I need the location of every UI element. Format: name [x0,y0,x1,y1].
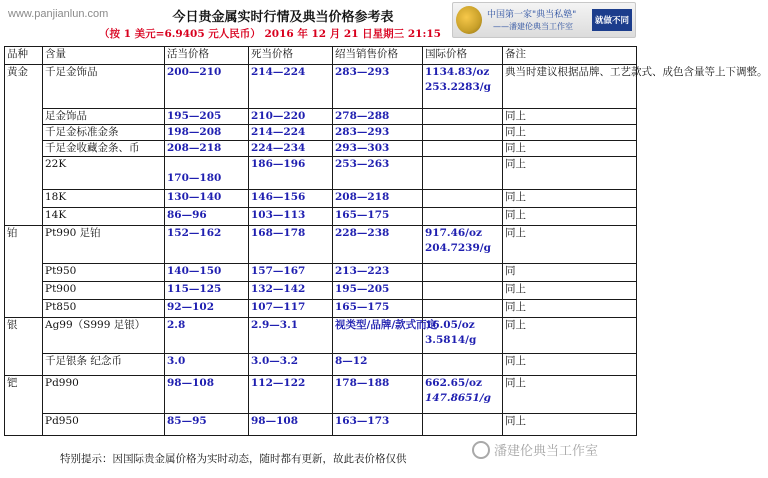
footer-note: 特别提示：因国际贵金属价格为实时动态，随时都有更新，故此表价格仅供 [60,453,407,465]
table-row [5,300,637,318]
intl-price-cell: 662.65/oz 147.8651/g [423,376,503,414]
site-url: www.panjianlun.com [8,8,109,20]
live-price-cell: 152—162 [165,226,249,264]
intl-price-cell [423,141,503,157]
content-cell: 14K [43,208,165,226]
content-cell: 千足金饰品 [43,65,165,109]
dead-price-cell: 107—117 [249,300,333,318]
sale-price-cell: 163—173 [333,414,423,436]
price-table [4,46,768,436]
content-cell: Pd990 [43,376,165,414]
header-note: 备注 [503,47,637,65]
sale-price-cell: 165—175 [333,208,423,226]
category-cell: 银 [5,318,43,376]
intl-price-cell [423,125,503,141]
table-row [5,109,637,125]
dead-price-cell: 224—234 [249,141,333,157]
table-row [5,282,637,300]
note-cell: 同上 [503,414,637,436]
content-cell: 22K [43,157,165,190]
table-row [5,125,637,141]
live-price-cell: 170—180 [165,157,249,190]
header-live-price: 活当价格 [165,47,249,65]
intl-price-cell [423,208,503,226]
sale-price-cell: 195—205 [333,282,423,300]
header-intl-price: 国际价格 [423,47,503,65]
table-row [5,208,637,226]
sale-price-cell: 293—303 [333,141,423,157]
dead-price-cell: 103—113 [249,208,333,226]
sale-price-cell: 165—175 [333,300,423,318]
note-cell: 同上 [503,318,637,354]
intl-price-cell [423,414,503,436]
dead-price-cell: 98—108 [249,414,333,436]
banner-line2: ——潘建伦典当工作室 [493,22,573,31]
note-cell: 同上 [503,300,637,318]
table-row [5,226,637,264]
live-price-cell: 92—102 [165,300,249,318]
live-price-cell: 198—208 [165,125,249,141]
content-cell: Pt850 [43,300,165,318]
content-cell: 18K [43,190,165,208]
live-price-cell: 195—205 [165,109,249,125]
dead-price-cell: 112—122 [249,376,333,414]
sale-price-cell: 8—12 [333,354,423,376]
note-cell: 同上 [503,141,637,157]
content-cell: 千足银条 纪念币 [43,354,165,376]
note-cell: 同上 [503,190,637,208]
dead-price-cell: 2.9—3.1 [249,318,333,354]
table-row [5,190,637,208]
note-cell: 同上 [503,282,637,300]
category-cell: 黄金 [5,65,43,226]
watermark-text: 潘建伦典当工作室 [494,444,599,459]
table-row [5,376,637,414]
sale-price-cell: 283—293 [333,65,423,109]
note-cell: 典当时建议根据品牌、工艺款式、成色含量等上下调整。 [503,65,637,109]
content-cell: 千足金收藏金条、币 [43,141,165,157]
content-cell: 千足金标准金条 [43,125,165,141]
intl-price-cell [423,282,503,300]
note-cell: 同上 [503,125,637,141]
live-price-cell: 85—95 [165,414,249,436]
content-cell: Ag99（S999 足银） [43,318,165,354]
intl-price-cell [423,190,503,208]
header-variety: 品种 [5,47,43,65]
content-cell: 足金饰品 [43,109,165,125]
sale-price-cell: 228—238 [333,226,423,264]
dead-price-cell: 214—224 [249,65,333,109]
sale-price-cell: 253—263 [333,157,423,190]
intl-price-cell: 16.05/oz 3.5814/g [423,318,503,354]
content-cell: Pt950 [43,264,165,282]
intl-price-cell [423,264,503,282]
promo-banner[interactable] [452,2,636,38]
table-row [5,318,637,354]
dead-price-cell: 210—220 [249,109,333,125]
dead-price-cell: 3.0—3.2 [249,354,333,376]
category-cell: 钯 [5,376,43,436]
watermark [472,440,598,459]
intl-price-cell: 917.46/oz 204.7239/g [423,226,503,264]
table-row [5,157,637,190]
live-price-cell: 2.8 [165,318,249,354]
header-sale-price: 绍当销售价格 [333,47,423,65]
live-price-cell: 140—150 [165,264,249,282]
note-cell: 同上 [503,208,637,226]
header-content: 含量 [43,47,165,65]
content-cell: Pt900 [43,282,165,300]
live-price-cell: 200—210 [165,65,249,109]
note-cell: 同上 [503,109,637,125]
table-row [5,264,637,282]
dead-price-cell: 157—167 [249,264,333,282]
live-price-cell: 130—140 [165,190,249,208]
intl-price-cell [423,157,503,190]
sale-price-cell: 视类型/品牌/款式而定 [333,318,423,354]
live-price-cell: 98—108 [165,376,249,414]
table-row [5,414,637,436]
table-row [5,65,637,109]
live-price-cell: 86—96 [165,208,249,226]
dead-price-cell: 132—142 [249,282,333,300]
intl-price-cell [423,354,503,376]
live-price-cell: 3.0 [165,354,249,376]
banner-button[interactable]: 就做不同 [592,9,632,31]
page-title: 今日贵金属实时行情及典当价格参考表 [172,10,394,25]
sale-price-cell: 283—293 [333,125,423,141]
page-subtitle: （按 1 美元=6.9405 元人民币） 2016 年 12 月 21 日星期三 21:15 [99,28,441,40]
note-cell: 同上 [503,376,637,414]
note-cell: 同上 [503,354,637,376]
note-cell: 同上 [503,157,637,190]
category-cell: 铂 [5,226,43,318]
live-price-cell: 115—125 [165,282,249,300]
sale-price-cell: 208—218 [333,190,423,208]
intl-price-cell: 1134.83/oz 253.2283/g [423,65,503,109]
banner-line1: 中国第一家"典当私塾" [487,10,577,20]
intl-price-cell [423,300,503,318]
note-cell: 同 [503,264,637,282]
content-cell: Pd950 [43,414,165,436]
intl-price-cell [423,109,503,125]
sale-price-cell: 178—188 [333,376,423,414]
sale-price-cell: 213—223 [333,264,423,282]
sale-price-cell: 278—288 [333,109,423,125]
dead-price-cell: 168—178 [249,226,333,264]
table-row [5,354,637,376]
note-cell: 同上 [503,226,637,264]
content-cell: Pt990 足铂 [43,226,165,264]
table-header-row [5,47,637,65]
emblem-icon [456,6,482,34]
dead-price-cell: 186—196 [249,157,333,190]
table-row [5,141,637,157]
wechat-logo-icon [472,441,490,459]
header-dead-price: 死当价格 [249,47,333,65]
live-price-cell: 208—218 [165,141,249,157]
dead-price-cell: 214—224 [249,125,333,141]
dead-price-cell: 146—156 [249,190,333,208]
